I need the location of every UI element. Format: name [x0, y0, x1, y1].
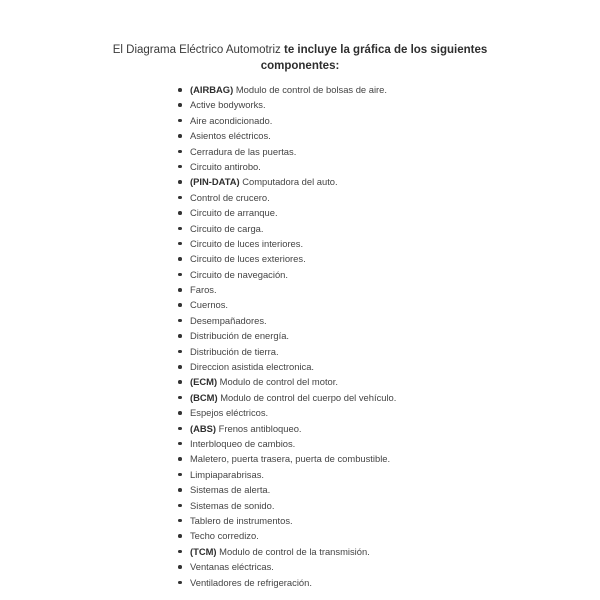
component-label: Desempañadores.	[190, 314, 267, 326]
component-label: Espejos eléctricos.	[190, 407, 269, 419]
list-item	[177, 467, 396, 482]
component-label: Circuito antirobo.	[190, 160, 261, 172]
list-item	[177, 221, 396, 236]
component-label: Modulo de control del motor.	[217, 376, 338, 388]
list-item	[177, 159, 396, 174]
bullet-icon	[178, 273, 182, 277]
list-item	[177, 113, 396, 128]
component-label: Interbloqueo de cambios.	[190, 437, 296, 449]
component-label: Modulo de control de la transmisión.	[216, 545, 370, 557]
component-label: Ventiladores de refrigeración.	[190, 576, 312, 588]
component-label: Faros.	[190, 284, 217, 296]
bullet-icon	[178, 334, 182, 338]
list-item	[177, 190, 396, 205]
bullet-icon	[178, 550, 182, 554]
component-label: Sistemas de sonido.	[190, 499, 275, 511]
component-label: Control de crucero.	[190, 191, 270, 203]
bullet-icon	[178, 411, 182, 415]
list-item	[177, 205, 396, 220]
list-item	[177, 97, 396, 112]
intro-bold-text: te incluye la gráfica de los siguientes componentes:	[260, 44, 488, 72]
component-label: Circuito de navegación.	[190, 268, 288, 280]
list-item	[177, 498, 396, 513]
bullet-icon	[178, 504, 182, 508]
bullet-icon	[178, 396, 182, 400]
list-item	[177, 82, 396, 97]
list-item	[177, 344, 396, 359]
component-label: Cerradura de las puertas.	[190, 145, 297, 157]
bullet-icon	[178, 227, 182, 231]
bullet-icon	[178, 196, 182, 200]
component-label: Circuito de arranque.	[190, 207, 278, 219]
component-label: Limpiaparabrisas.	[190, 468, 264, 480]
bullet-icon	[178, 288, 182, 292]
bullet-icon	[178, 488, 182, 492]
component-label: Circuito de luces interiores.	[190, 237, 304, 249]
bullet-icon	[178, 319, 182, 323]
list-item	[177, 559, 396, 574]
list-item	[177, 359, 396, 374]
components-list	[177, 82, 396, 590]
component-label: Circuito de luces exteriores.	[190, 253, 306, 265]
list-item	[177, 436, 396, 451]
bullet-icon	[178, 119, 182, 123]
bullet-icon	[178, 88, 182, 92]
component-code: (PIN-DATA)	[190, 176, 240, 188]
list-item	[177, 297, 396, 312]
bullet-icon	[178, 303, 182, 307]
bullet-icon	[178, 457, 182, 461]
list-item	[177, 544, 396, 559]
component-label: Frenos antibloqueo.	[216, 422, 302, 434]
list-item	[177, 313, 396, 328]
bullet-icon	[178, 380, 182, 384]
list-item	[177, 390, 396, 405]
list-item	[177, 528, 396, 543]
component-label: Circuito de carga.	[190, 222, 264, 234]
component-label: Modulo de control del cuerpo del vehículo.	[217, 391, 397, 403]
bullet-icon	[178, 442, 182, 446]
list-item	[177, 405, 396, 420]
intro-normal-text: El Diagrama Eléctrico Automotriz	[112, 44, 285, 56]
component-label: Modulo de control de bolsas de aire.	[233, 84, 387, 95]
bullet-icon	[178, 165, 182, 169]
bullet-icon	[178, 350, 182, 354]
component-label: Computadora del auto.	[239, 176, 338, 188]
component-label: Aire acondicionado.	[190, 114, 273, 126]
component-code: (AIRBAG)	[190, 84, 234, 95]
list-item	[177, 174, 396, 189]
bullet-icon	[178, 473, 182, 477]
list-item	[177, 144, 396, 159]
bullet-icon	[178, 534, 182, 538]
bullet-icon	[178, 365, 182, 369]
component-label: Direccion asistida electronica.	[190, 361, 315, 373]
component-label: Distribución de energía.	[190, 330, 290, 342]
component-label: Techo corredizo.	[190, 530, 259, 542]
bullet-icon	[178, 134, 182, 138]
component-code: (BCM)	[190, 391, 218, 403]
intro-paragraph	[100, 42, 500, 74]
component-label: Cuernos.	[190, 299, 229, 311]
list-item	[177, 451, 396, 466]
component-label: Maletero, puerta trasera, puerta de combustible.	[190, 453, 391, 465]
component-label: Active bodyworks.	[190, 99, 266, 111]
component-code: (ABS)	[190, 422, 217, 434]
component-code: (ECM)	[190, 376, 218, 388]
list-item	[177, 513, 396, 528]
bullet-icon	[178, 150, 182, 154]
bullet-icon	[178, 257, 182, 261]
bullet-icon	[178, 565, 182, 569]
bullet-icon	[178, 103, 182, 107]
list-item	[177, 575, 396, 590]
list-item	[177, 328, 396, 343]
list-item	[177, 128, 396, 143]
component-label: Tablero de instrumentos.	[190, 514, 293, 526]
component-code: (TCM)	[190, 545, 217, 557]
list-item	[177, 267, 396, 282]
bullet-icon	[178, 519, 182, 523]
component-label: Asientos eléctricos.	[190, 130, 271, 142]
bullet-icon	[178, 581, 182, 585]
bullet-icon	[178, 211, 182, 215]
list-item	[177, 374, 396, 389]
list-item	[177, 251, 396, 266]
list-item	[177, 282, 396, 297]
component-label: Sistemas de alerta.	[190, 484, 271, 496]
bullet-icon	[178, 242, 182, 246]
bullet-icon	[178, 427, 182, 431]
bullet-icon	[178, 180, 182, 184]
list-item	[177, 482, 396, 497]
component-label: Ventanas eléctricas.	[190, 561, 274, 573]
component-label: Distribución de tierra.	[190, 345, 279, 357]
list-item	[177, 236, 396, 251]
list-item	[177, 421, 396, 436]
